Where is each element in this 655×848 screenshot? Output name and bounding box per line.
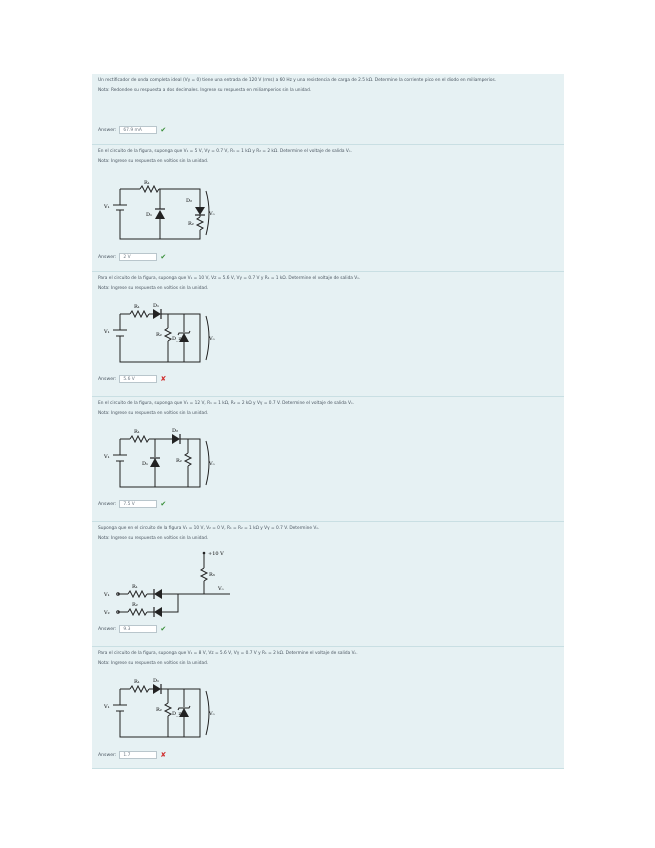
label-d1: D₁ xyxy=(153,303,160,309)
label-r1: R₁ xyxy=(144,180,150,186)
question-1-note: Nota: Redondee su respuesta a dos decimales. Ingrese su respuesta en miliamperios sin la unidad. xyxy=(98,88,312,94)
question-2-answer-row xyxy=(98,253,166,261)
resistor-r2 xyxy=(185,453,191,466)
question-2-note: Nota: Ingrese su respuesta en voltios sin la unidad. xyxy=(98,159,209,165)
question-6 xyxy=(92,647,564,769)
diode-d1 xyxy=(154,589,162,599)
resistor-r2 xyxy=(165,703,171,716)
resistor-r1 xyxy=(130,436,149,442)
label-supply: +10 V xyxy=(208,551,224,557)
question-4-note: Nota: Ingrese su respuesta en voltios sin la unidad. xyxy=(98,411,209,417)
question-3-answer-input[interactable]: 5.6 V xyxy=(119,375,157,383)
label-d1: D₁ xyxy=(142,461,149,467)
diode-d2 xyxy=(154,607,162,617)
question-6-answer-input[interactable]: 1.7 xyxy=(119,751,157,759)
label-v1: V₁ xyxy=(104,454,110,460)
label-vo: Vₒ xyxy=(209,711,215,717)
question-1-text: Un rectificador de onda completa ideal (Vγ = 0) tiene una entrada de 120 V (rms) a 60 Hz y una resistencia de carga de 2.5 kΩ. Determine la corriente pico en el diodo en miliamperios. xyxy=(98,78,497,83)
answer-label: Answer: xyxy=(98,752,117,758)
question-5-note: Nota: Ingrese su respuesta en voltios sin la unidad. xyxy=(98,536,209,542)
answer-label: Answer: xyxy=(98,127,117,133)
question-6-answer-row xyxy=(98,751,166,759)
question-3-text: Para el circuito de la figura, suponga que V₁ = 10 V, Vz = 5.6 V, Vγ = 0.7 V y R₁ = 1 kΩ. Determine el voltaje de salida Vₒ. xyxy=(98,276,361,281)
question-6-circuit xyxy=(100,677,215,742)
diode-d1 xyxy=(153,684,161,694)
diode-d1 xyxy=(155,210,165,219)
label-r2: R₂ xyxy=(188,221,194,227)
resistor-r1 xyxy=(128,591,147,597)
answer-label: Answer: xyxy=(98,501,117,507)
battery-v1 xyxy=(113,205,127,210)
label-vo: Vₒ xyxy=(209,461,215,467)
question-2-text: En el circuito de la figura, suponga que V₁ = 5 V, Vγ = 0.7 V, R₁ = 1 kΩ y R₂ = 2 kΩ. Determine el voltaje de salida Vₒ. xyxy=(98,149,352,154)
label-d2: D₂ xyxy=(172,428,179,434)
resistor-r1 xyxy=(140,186,159,192)
question-2-circuit xyxy=(100,177,215,247)
battery-v1 xyxy=(113,455,127,461)
check-icon: ✔ xyxy=(160,625,167,633)
diode-d1 xyxy=(150,458,160,467)
label-v1: V₁ xyxy=(104,329,110,335)
label-d1: D₁ xyxy=(153,678,160,684)
label-dz: D_z xyxy=(172,711,182,717)
question-6-text: Para el circuito de la figura, suponga que V₁ = 8 V, Vz = 5.6 V, Vγ = 0.7 V y R₁ = 2 kΩ. Determine el voltaje de salida Vₒ. xyxy=(98,651,358,656)
label-r2: R₂ xyxy=(132,602,138,608)
diode-d2 xyxy=(195,207,205,215)
resistor-r2 xyxy=(197,217,203,230)
check-icon: ✔ xyxy=(160,253,167,261)
answer-label: Answer: xyxy=(98,376,117,382)
diode-d1 xyxy=(153,309,161,319)
label-r2: R₂ xyxy=(156,332,162,338)
label-r2: R₂ xyxy=(156,707,162,713)
answer-label: Answer: xyxy=(98,254,117,260)
question-4-circuit xyxy=(100,427,215,492)
label-d2: D₂ xyxy=(186,198,193,204)
question-5-answer-row xyxy=(98,625,166,633)
question-2 xyxy=(92,145,564,272)
answer-label: Answer: xyxy=(98,626,117,632)
question-1 xyxy=(92,74,564,145)
question-4-answer-input[interactable]: 7.5 V xyxy=(119,500,157,508)
label-r1: R₁ xyxy=(134,304,140,310)
diode-d2 xyxy=(172,434,180,444)
question-1-answer-row xyxy=(98,126,166,134)
cross-icon: ✘ xyxy=(160,751,167,759)
label-v1: V₁ xyxy=(104,204,110,210)
question-4-answer-row xyxy=(98,500,166,508)
label-vo: Vₒ xyxy=(209,336,215,342)
question-5-text: Suponga que en el circuito de la figura V₁ = 10 V, V₂ = 0 V, R₁ = R₂ = 1 kΩ y Vγ = 0.7 V. Determine Vₒ. xyxy=(98,526,320,531)
check-icon: ✔ xyxy=(160,500,167,508)
question-1-answer-input[interactable]: 67.9 mA xyxy=(119,126,157,134)
label-r1: R₁ xyxy=(134,429,140,435)
resistor-r1 xyxy=(130,686,149,692)
question-6-note: Nota: Ingrese su respuesta en voltios sin la unidad. xyxy=(98,661,209,667)
question-5-circuit xyxy=(100,546,230,626)
question-3-note: Nota: Ingrese su respuesta en voltios sin la unidad. xyxy=(98,286,209,292)
question-5-answer-input[interactable]: 9.3 xyxy=(119,625,157,633)
resistor-r2 xyxy=(165,328,171,341)
battery-v1 xyxy=(113,330,127,336)
label-r2: R₂ xyxy=(176,458,182,464)
label-d1: D₁ xyxy=(146,212,153,218)
cross-icon: ✘ xyxy=(160,375,167,383)
question-3 xyxy=(92,272,564,397)
question-4-text: En el circuito de la figura, suponga que V₁ = 12 V, R₁ = 1 kΩ, R₂ = 2 kΩ y Vγ = 0.7 V. Determine el voltaje de salida Vₒ. xyxy=(98,401,355,406)
label-vo: Vₒ xyxy=(218,586,224,592)
resistor-r1 xyxy=(130,311,149,317)
question-3-answer-row xyxy=(98,375,166,383)
question-2-answer-input[interactable]: 2 V xyxy=(119,253,157,261)
label-v1: V₁ xyxy=(104,704,110,710)
check-icon: ✔ xyxy=(160,126,167,134)
battery-v1 xyxy=(113,705,127,711)
label-v1: V₁ xyxy=(104,592,110,598)
resistor-r3 xyxy=(201,568,207,581)
resistor-r2 xyxy=(128,609,147,615)
label-r3: R₃ xyxy=(209,572,215,578)
label-r1: R₁ xyxy=(134,679,140,685)
label-dz: D_z xyxy=(172,336,182,342)
label-r1: R₁ xyxy=(132,584,138,590)
label-vo: Vₒ xyxy=(209,211,215,217)
label-v2: V₂ xyxy=(104,610,110,616)
question-4 xyxy=(92,397,564,522)
question-5 xyxy=(92,522,564,647)
question-list xyxy=(92,74,564,769)
question-3-circuit xyxy=(100,302,215,367)
